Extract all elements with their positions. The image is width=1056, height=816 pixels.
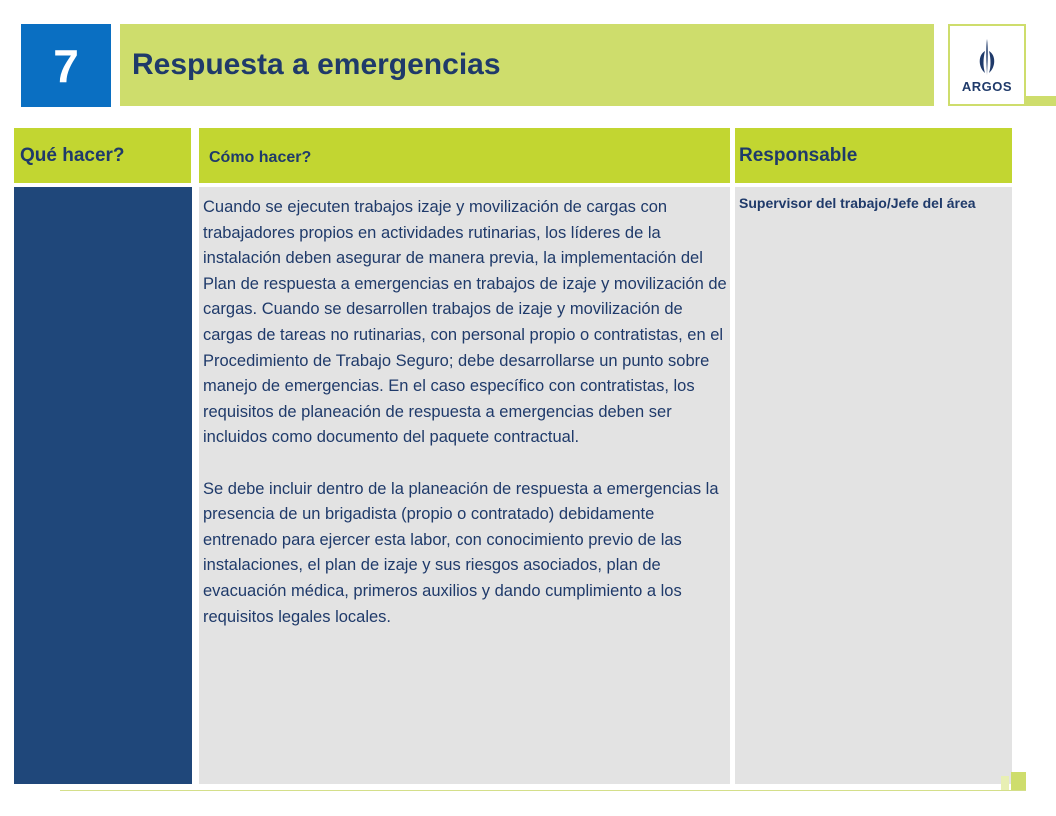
strip-band — [1026, 96, 1056, 106]
cell-como-hacer — [199, 187, 730, 784]
bottom-accent-small — [1001, 776, 1009, 790]
bottom-accent-square — [1011, 772, 1026, 790]
right-decorative-strip — [1026, 0, 1056, 816]
title-bar — [120, 24, 934, 106]
slide-number: 7 — [21, 24, 111, 107]
header-que-hacer: Qué hacer? — [14, 128, 191, 183]
responsable-text: Supervisor del trabajo/Jefe del área — [739, 195, 976, 211]
como-paragraph-2: Se debe incluir dentro de la planeación de respuesta a emergencias la presencia de un brigadista (propio o contratado) debidamente entrenado para ejercer esta labor, con conocimiento previo de las instalaciones, el plan de izaje y sus riesgos asociados, plan de evacuación médica, primeros auxilios y dando cumplimiento a los requisitos legales locales. — [203, 479, 719, 626]
header-como-hacer: Cómo hacer? — [199, 128, 730, 183]
slide-title: Respuesta a emergencias — [132, 48, 501, 81]
como-paragraph-1: Cuando se ejecuten trabajos izaje y movilización de cargas con trabajadores propios en actividades rutinarias, los líderes de la instalación deben asegurar de manera previa, la implementación del Plan de respuesta a emergencias en trabajos de izaje y movilización de cargas. Cuando se desarrollen trabajos de izaje y movilización de cargas de tareas no rutinarias, con personal propio o contratistas, en el Procedimiento de Trabajo Seguro; debe desarrollarse un punto sobre manejo de emergencias. En el caso específico con contratistas, los requisitos de planeación de respuesta a emergencias deben ser incluidos como documento del paquete contractual. — [203, 198, 727, 447]
argos-flame-icon — [974, 37, 1000, 77]
bottom-divider — [60, 790, 1026, 791]
header-responsable: Responsable — [735, 128, 1012, 183]
cell-que-hacer — [14, 187, 192, 784]
cell-responsable — [735, 187, 1012, 784]
logo-wordmark: ARGOS — [961, 78, 1013, 94]
argos-logo — [948, 24, 1026, 106]
